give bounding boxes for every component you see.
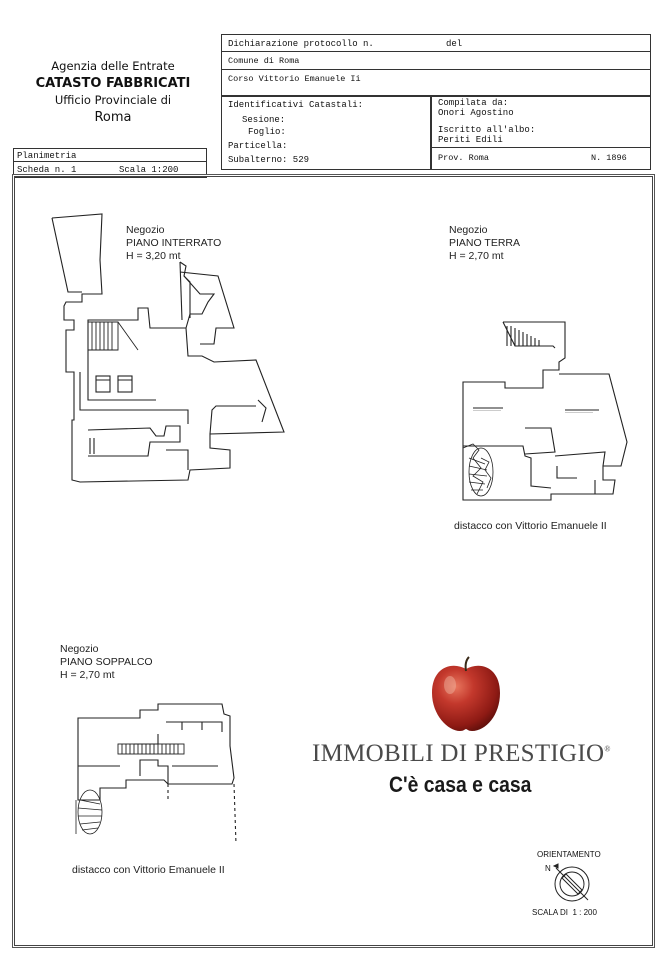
divider [13, 161, 206, 162]
svg-text:————————: ———————— [565, 410, 593, 414]
planimetria-title: Planimetria [17, 151, 77, 161]
distacco-label-soppalco: distacco con Vittorio Emanuele II [72, 864, 225, 876]
distacco-label-terra: distacco con Vittorio Emanuele II [454, 520, 607, 532]
agency-header [18, 58, 208, 126]
albo-value: Periti Edili [438, 135, 503, 145]
scale-label: SCALA DI 1 : 200 [532, 908, 597, 917]
plan-piano-terra [455, 318, 645, 508]
terra-height: H = 2,70 mt [449, 250, 504, 262]
particella-label: Particella: [228, 141, 288, 151]
apple-logo [428, 655, 504, 735]
compiler-name: Onori Agostino [438, 108, 514, 118]
compass-icon [548, 858, 594, 904]
brand-name [312, 740, 611, 768]
agency-name: Agenzia delle Entrate [51, 59, 175, 73]
terra-type: Negozio [449, 224, 488, 236]
protocol-del: del [446, 39, 463, 49]
plan-piano-soppalco [72, 700, 242, 850]
prov-label: Prov. Roma [438, 153, 490, 163]
interrato-type: Negozio [126, 224, 165, 236]
interrato-floor: PIANO INTERRATO [126, 237, 222, 249]
sezione-label: Sesione: [242, 115, 286, 125]
subalterno-label: Subalterno: 529 [228, 155, 310, 165]
albo-number: N. 1896 [591, 153, 627, 163]
terra-floor: PIANO TERRA [449, 237, 520, 249]
comune-label: Comune di Roma [228, 56, 300, 66]
registered-mark: ® [604, 744, 611, 754]
svg-text:————————: ———————— [473, 408, 501, 412]
north-label: N [545, 864, 551, 873]
brand-slogan: C'è casa e casa [389, 772, 532, 797]
iscritto-label: Iscritto all'albo: [438, 125, 536, 135]
foglio-label: Foglio: [248, 127, 286, 137]
soppalco-floor: PIANO SOPPALCO [60, 656, 153, 668]
divider [430, 147, 650, 148]
plan-piano-interrato [40, 210, 290, 490]
brand-name-text: IMMOBILI DI PRESTIGIO [312, 740, 605, 767]
orientamento-label: ORIENTAMENTO [537, 850, 601, 859]
divider [221, 69, 650, 70]
office-name: CATASTO FABBRICATI [35, 76, 191, 91]
identifiers-title: Identificativi Catastali: [228, 100, 364, 110]
city-name: Roma [94, 110, 132, 125]
soppalco-height: H = 2,70 mt [60, 669, 115, 681]
soppalco-label [60, 643, 153, 682]
compilata-label: Compilata da: [438, 98, 509, 108]
scala-label: Scala 1:200 [119, 165, 179, 175]
interrato-height: H = 3,20 mt [126, 250, 181, 262]
address-label: Corso Vittorio Emanuele Ii [228, 74, 361, 84]
soppalco-type: Negozio [60, 643, 99, 655]
protocol-label: Dichiarazione protocollo n. [228, 39, 374, 49]
scheda-label: Scheda n. 1 [17, 165, 77, 175]
provincial-office: Ufficio Provinciale di [54, 93, 172, 107]
terra-label [449, 224, 520, 263]
divider [221, 51, 650, 52]
